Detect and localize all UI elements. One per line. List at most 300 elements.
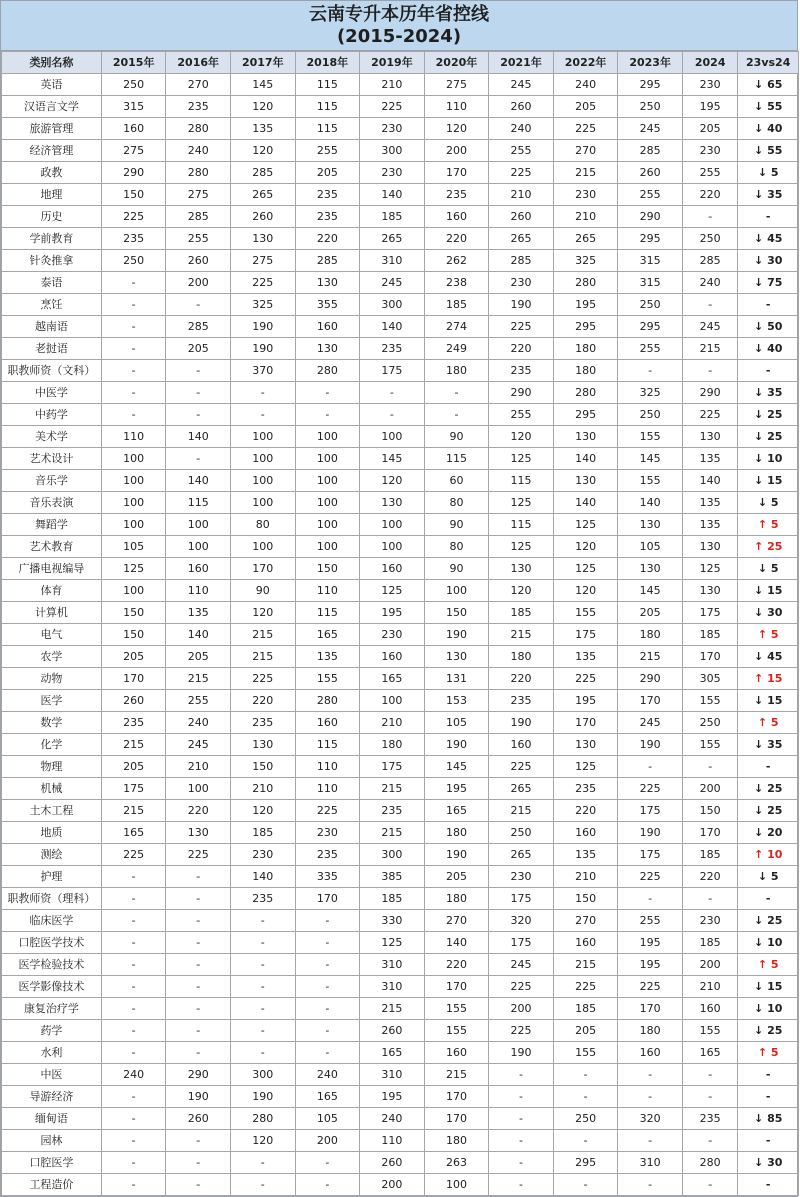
table-row — [2, 162, 799, 184]
category-cell: 美术学 — [2, 426, 102, 448]
score-cell: 200 — [166, 272, 231, 294]
score-cell: 260 — [101, 690, 166, 712]
score-cell: 250 — [489, 822, 554, 844]
score-cell: - — [101, 404, 166, 426]
score-cell: 140 — [618, 492, 683, 514]
score-cell: 260 — [166, 1108, 231, 1130]
score-cell: 115 — [424, 448, 489, 470]
score-cell: 160 — [424, 1042, 489, 1064]
table-row — [2, 514, 799, 536]
score-cell: 100 — [424, 1174, 489, 1196]
score-cell: 285 — [618, 140, 683, 162]
score-cell: 230 — [360, 118, 425, 140]
diff-cell: ↑ 5 — [738, 1042, 799, 1064]
score-cell: 175 — [360, 756, 425, 778]
score-cell: 270 — [424, 910, 489, 932]
score-cell: 90 — [231, 580, 296, 602]
score-cell: 245 — [489, 74, 554, 96]
score-cell: 110 — [295, 756, 360, 778]
column-header-year: 2023年 — [618, 52, 683, 74]
score-cell: 225 — [553, 668, 618, 690]
score-cell: 155 — [618, 426, 683, 448]
score-cell: 275 — [231, 250, 296, 272]
score-cell: - — [166, 1042, 231, 1064]
score-cell: 160 — [489, 734, 554, 756]
score-cell: 130 — [553, 426, 618, 448]
score-cell: 145 — [360, 448, 425, 470]
score-cell: - — [682, 1086, 737, 1108]
score-cell: 100 — [360, 690, 425, 712]
score-cell: 160 — [360, 646, 425, 668]
column-header-year: 2018年 — [295, 52, 360, 74]
score-cell: 315 — [618, 272, 683, 294]
score-cell: 165 — [424, 800, 489, 822]
table-row — [2, 624, 799, 646]
score-cell: 315 — [618, 250, 683, 272]
score-cell: 230 — [553, 184, 618, 206]
table-row — [2, 96, 799, 118]
score-cell: - — [295, 404, 360, 426]
score-cell: 125 — [489, 492, 554, 514]
score-cell: 115 — [295, 74, 360, 96]
score-cell: 130 — [360, 492, 425, 514]
score-cell: - — [231, 976, 296, 998]
score-cell: 260 — [166, 250, 231, 272]
score-cell: 235 — [360, 338, 425, 360]
category-cell: 地理 — [2, 184, 102, 206]
table-row — [2, 1020, 799, 1042]
score-cell: 110 — [424, 96, 489, 118]
score-cell: 120 — [231, 1130, 296, 1152]
score-cell: 280 — [553, 382, 618, 404]
score-cell: 295 — [553, 404, 618, 426]
score-cell: 175 — [682, 602, 737, 624]
score-cell: - — [295, 1042, 360, 1064]
diff-cell: ↓ 35 — [738, 184, 799, 206]
score-cell: 155 — [424, 998, 489, 1020]
category-cell: 针灸推拿 — [2, 250, 102, 272]
score-cell: 225 — [166, 844, 231, 866]
column-header-year: 2020年 — [424, 52, 489, 74]
score-cell: 215 — [166, 668, 231, 690]
score-cell: - — [166, 910, 231, 932]
score-cell: 230 — [489, 272, 554, 294]
category-cell: 化学 — [2, 734, 102, 756]
score-cell: 205 — [553, 1020, 618, 1042]
table-row — [2, 536, 799, 558]
diff-cell: ↓ 65 — [738, 74, 799, 96]
category-cell: 水利 — [2, 1042, 102, 1064]
score-cell: - — [489, 1174, 554, 1196]
table-row — [2, 1174, 799, 1196]
score-cell: 140 — [166, 426, 231, 448]
category-cell: 舞蹈学 — [2, 514, 102, 536]
score-cell: 215 — [360, 822, 425, 844]
table-row — [2, 558, 799, 580]
score-cell: 135 — [682, 492, 737, 514]
score-cell: 160 — [295, 316, 360, 338]
score-cell: 145 — [618, 580, 683, 602]
score-cell: 225 — [360, 96, 425, 118]
category-cell: 临床医学 — [2, 910, 102, 932]
score-cell: 195 — [424, 778, 489, 800]
score-cell: 175 — [101, 778, 166, 800]
score-cell: 265 — [553, 228, 618, 250]
score-cell: 190 — [424, 734, 489, 756]
score-cell: - — [101, 1152, 166, 1174]
title-banner — [1, 1, 797, 51]
score-cell: - — [101, 998, 166, 1020]
diff-cell: ↓ 15 — [738, 580, 799, 602]
diff-cell: ↓ 5 — [738, 162, 799, 184]
score-cell: 285 — [295, 250, 360, 272]
score-cell: - — [295, 976, 360, 998]
table-row — [2, 646, 799, 668]
category-cell: 政教 — [2, 162, 102, 184]
score-cell: 305 — [682, 668, 737, 690]
score-cell: - — [101, 976, 166, 998]
category-cell: 体育 — [2, 580, 102, 602]
score-cell: - — [101, 1108, 166, 1130]
score-cell: 155 — [424, 1020, 489, 1042]
score-cell: 255 — [682, 162, 737, 184]
score-cell: 310 — [618, 1152, 683, 1174]
diff-cell: ↓ 40 — [738, 118, 799, 140]
score-cell: 215 — [101, 734, 166, 756]
score-cell: - — [295, 954, 360, 976]
score-cell: 260 — [360, 1020, 425, 1042]
score-cell: 230 — [682, 74, 737, 96]
score-cell: 100 — [166, 536, 231, 558]
score-cell: 205 — [166, 338, 231, 360]
score-cell: 225 — [489, 756, 554, 778]
score-cell: 110 — [360, 1130, 425, 1152]
diff-cell: ↓ 30 — [738, 250, 799, 272]
score-cell: 170 — [618, 998, 683, 1020]
score-cell: 215 — [424, 1064, 489, 1086]
category-cell: 缅甸语 — [2, 1108, 102, 1130]
score-cell: - — [166, 932, 231, 954]
score-cell: 120 — [489, 580, 554, 602]
score-cell: 153 — [424, 690, 489, 712]
score-cell: 135 — [295, 646, 360, 668]
score-cell: 180 — [360, 734, 425, 756]
category-cell: 老挝语 — [2, 338, 102, 360]
table-row — [2, 1108, 799, 1130]
score-cell: - — [166, 448, 231, 470]
score-cell: 155 — [553, 1042, 618, 1064]
category-cell: 汉语言文学 — [2, 96, 102, 118]
score-cell: 240 — [489, 118, 554, 140]
score-cell: 255 — [489, 140, 554, 162]
score-cell: - — [166, 888, 231, 910]
score-cell: 230 — [682, 140, 737, 162]
score-cell: - — [618, 1086, 683, 1108]
score-cell: 235 — [360, 800, 425, 822]
score-cell: 225 — [231, 668, 296, 690]
table-row — [2, 426, 799, 448]
score-cell: 245 — [618, 712, 683, 734]
score-cell: - — [231, 954, 296, 976]
table-body — [2, 74, 799, 1196]
score-cell: 120 — [489, 426, 554, 448]
score-cell: 170 — [553, 712, 618, 734]
score-cell: 245 — [618, 118, 683, 140]
score-cell: 200 — [295, 1130, 360, 1152]
score-cell: 210 — [360, 74, 425, 96]
score-cell: 280 — [553, 272, 618, 294]
score-cell: 200 — [682, 778, 737, 800]
score-cell: 120 — [231, 800, 296, 822]
score-cell: 180 — [618, 624, 683, 646]
score-cell: 210 — [231, 778, 296, 800]
score-cell: - — [231, 998, 296, 1020]
score-cell: 130 — [295, 272, 360, 294]
score-cell: 130 — [618, 514, 683, 536]
score-cell: 100 — [295, 470, 360, 492]
score-cell: 185 — [682, 844, 737, 866]
score-cell: 140 — [424, 932, 489, 954]
category-cell: 泰语 — [2, 272, 102, 294]
table-row — [2, 844, 799, 866]
score-cell: - — [101, 1174, 166, 1196]
score-cell: - — [295, 1020, 360, 1042]
column-header-year: 2021年 — [489, 52, 554, 74]
score-cell: - — [101, 910, 166, 932]
score-cell: 175 — [489, 932, 554, 954]
score-cell: 280 — [166, 162, 231, 184]
score-cell: 320 — [489, 910, 554, 932]
score-cell: 130 — [231, 734, 296, 756]
score-cell: - — [231, 932, 296, 954]
table-row — [2, 712, 799, 734]
score-cell: 100 — [295, 536, 360, 558]
score-cell: 255 — [618, 910, 683, 932]
score-cell: 220 — [682, 866, 737, 888]
score-cell: 245 — [360, 272, 425, 294]
score-cell: 105 — [295, 1108, 360, 1130]
score-cell: 175 — [618, 844, 683, 866]
score-cell: 140 — [231, 866, 296, 888]
score-cell: 135 — [231, 118, 296, 140]
category-cell: 音乐表演 — [2, 492, 102, 514]
score-cell: 225 — [553, 976, 618, 998]
score-cell: 235 — [553, 778, 618, 800]
score-cell: 235 — [101, 712, 166, 734]
score-cell: 385 — [360, 866, 425, 888]
score-cell: 225 — [295, 800, 360, 822]
score-cell: 190 — [231, 338, 296, 360]
table-row — [2, 294, 799, 316]
score-cell: 165 — [295, 624, 360, 646]
score-cell: 280 — [682, 1152, 737, 1174]
category-cell: 动物 — [2, 668, 102, 690]
score-cell: 180 — [489, 646, 554, 668]
score-cell: - — [682, 888, 737, 910]
score-cell: 275 — [101, 140, 166, 162]
score-cell: 225 — [553, 118, 618, 140]
score-cell: 250 — [618, 96, 683, 118]
score-cell: 90 — [424, 514, 489, 536]
score-cell: 295 — [553, 1152, 618, 1174]
score-cell: 125 — [682, 558, 737, 580]
score-cell: 155 — [682, 734, 737, 756]
score-cell: 150 — [101, 184, 166, 206]
score-cell: 235 — [231, 712, 296, 734]
diff-cell: ↓ 5 — [738, 866, 799, 888]
table-row — [2, 492, 799, 514]
score-cell: - — [682, 360, 737, 382]
diff-cell: - — [738, 756, 799, 778]
score-cell: 100 — [295, 448, 360, 470]
score-cell: 205 — [553, 96, 618, 118]
table-row — [2, 580, 799, 602]
score-cell: 205 — [101, 756, 166, 778]
score-cell: 110 — [295, 778, 360, 800]
table-row — [2, 998, 799, 1020]
score-cell: 230 — [231, 844, 296, 866]
score-cell: - — [166, 866, 231, 888]
sheet-subtitle: (2015-2024) — [336, 26, 462, 47]
score-cell: 135 — [682, 514, 737, 536]
column-header-year: 2016年 — [166, 52, 231, 74]
score-cell: 100 — [101, 514, 166, 536]
score-cell: 215 — [360, 998, 425, 1020]
category-cell: 艺术教育 — [2, 536, 102, 558]
score-cell: 205 — [166, 646, 231, 668]
score-cell: 280 — [166, 118, 231, 140]
score-cell: 170 — [231, 558, 296, 580]
score-cell: 190 — [489, 294, 554, 316]
score-cell: 145 — [231, 74, 296, 96]
diff-cell: ↓ 20 — [738, 822, 799, 844]
score-cell: 185 — [553, 998, 618, 1020]
score-cell: 165 — [682, 1042, 737, 1064]
score-cell: 210 — [553, 206, 618, 228]
score-cell: 110 — [295, 580, 360, 602]
score-cell: 140 — [360, 316, 425, 338]
table-row — [2, 1086, 799, 1108]
score-cell: - — [295, 1152, 360, 1174]
score-cell: 175 — [553, 624, 618, 646]
score-cell: - — [682, 756, 737, 778]
score-cell: 200 — [424, 140, 489, 162]
diff-cell: ↓ 25 — [738, 1020, 799, 1042]
category-cell: 农学 — [2, 646, 102, 668]
score-cell: 285 — [166, 206, 231, 228]
score-cell: - — [553, 1064, 618, 1086]
score-cell: 130 — [682, 426, 737, 448]
score-cell: - — [166, 1152, 231, 1174]
score-cell: 100 — [424, 580, 489, 602]
score-cell: 240 — [682, 272, 737, 294]
score-cell: 80 — [231, 514, 296, 536]
score-cell: 185 — [231, 822, 296, 844]
score-cell: - — [295, 910, 360, 932]
score-cell: - — [489, 1152, 554, 1174]
diff-cell: ↓ 50 — [738, 316, 799, 338]
category-cell: 烹饪 — [2, 294, 102, 316]
table-row — [2, 360, 799, 382]
score-cell: 250 — [553, 1108, 618, 1130]
score-cell: 265 — [489, 778, 554, 800]
score-cell: - — [166, 998, 231, 1020]
score-cell: 140 — [360, 184, 425, 206]
score-cell: 210 — [682, 976, 737, 998]
score-cell: 100 — [166, 778, 231, 800]
score-cell: 225 — [618, 778, 683, 800]
score-cell: - — [424, 404, 489, 426]
category-cell: 土木工程 — [2, 800, 102, 822]
diff-cell: ↓ 45 — [738, 228, 799, 250]
score-cell: 160 — [682, 998, 737, 1020]
score-cell: 260 — [618, 162, 683, 184]
score-cell: 100 — [295, 492, 360, 514]
score-cell: - — [166, 1130, 231, 1152]
score-cell: 130 — [682, 536, 737, 558]
score-cell: - — [489, 1086, 554, 1108]
score-cell: - — [295, 932, 360, 954]
score-cell: 100 — [295, 426, 360, 448]
score-cell: - — [101, 932, 166, 954]
table-row — [2, 888, 799, 910]
score-cell: - — [618, 756, 683, 778]
score-cell: 130 — [166, 822, 231, 844]
diff-cell: ↓ 30 — [738, 602, 799, 624]
score-cell: 270 — [166, 74, 231, 96]
score-cell: 115 — [295, 96, 360, 118]
diff-cell: ↓ 15 — [738, 470, 799, 492]
score-cell: 260 — [360, 1152, 425, 1174]
score-cell: 200 — [682, 954, 737, 976]
score-cell: 170 — [682, 822, 737, 844]
score-cell: 125 — [553, 514, 618, 536]
score-cell: 320 — [618, 1108, 683, 1130]
score-cell: 240 — [553, 74, 618, 96]
score-cell: 215 — [682, 338, 737, 360]
score-cell: 170 — [295, 888, 360, 910]
score-table — [1, 51, 799, 1196]
score-cell: 250 — [101, 74, 166, 96]
score-cell: - — [618, 1130, 683, 1152]
score-cell: 100 — [295, 514, 360, 536]
category-cell: 机械 — [2, 778, 102, 800]
score-cell: 100 — [231, 536, 296, 558]
score-cell: 238 — [424, 272, 489, 294]
category-cell: 导游经济 — [2, 1086, 102, 1108]
score-cell: 175 — [360, 360, 425, 382]
score-cell: 230 — [360, 624, 425, 646]
table-row — [2, 910, 799, 932]
score-cell: 160 — [360, 558, 425, 580]
score-cell: 255 — [618, 338, 683, 360]
category-cell: 职教师资（理科） — [2, 888, 102, 910]
score-cell: 290 — [101, 162, 166, 184]
score-cell: 190 — [618, 734, 683, 756]
category-cell: 经济管理 — [2, 140, 102, 162]
score-cell: 240 — [295, 1064, 360, 1086]
score-cell: 355 — [295, 294, 360, 316]
score-cell: - — [295, 1174, 360, 1196]
score-cell: - — [424, 382, 489, 404]
score-cell: 120 — [231, 96, 296, 118]
table-row — [2, 448, 799, 470]
diff-cell: ↓ 35 — [738, 734, 799, 756]
score-cell: 140 — [166, 470, 231, 492]
score-cell: 130 — [295, 338, 360, 360]
score-cell: 145 — [618, 448, 683, 470]
score-cell: 230 — [489, 866, 554, 888]
